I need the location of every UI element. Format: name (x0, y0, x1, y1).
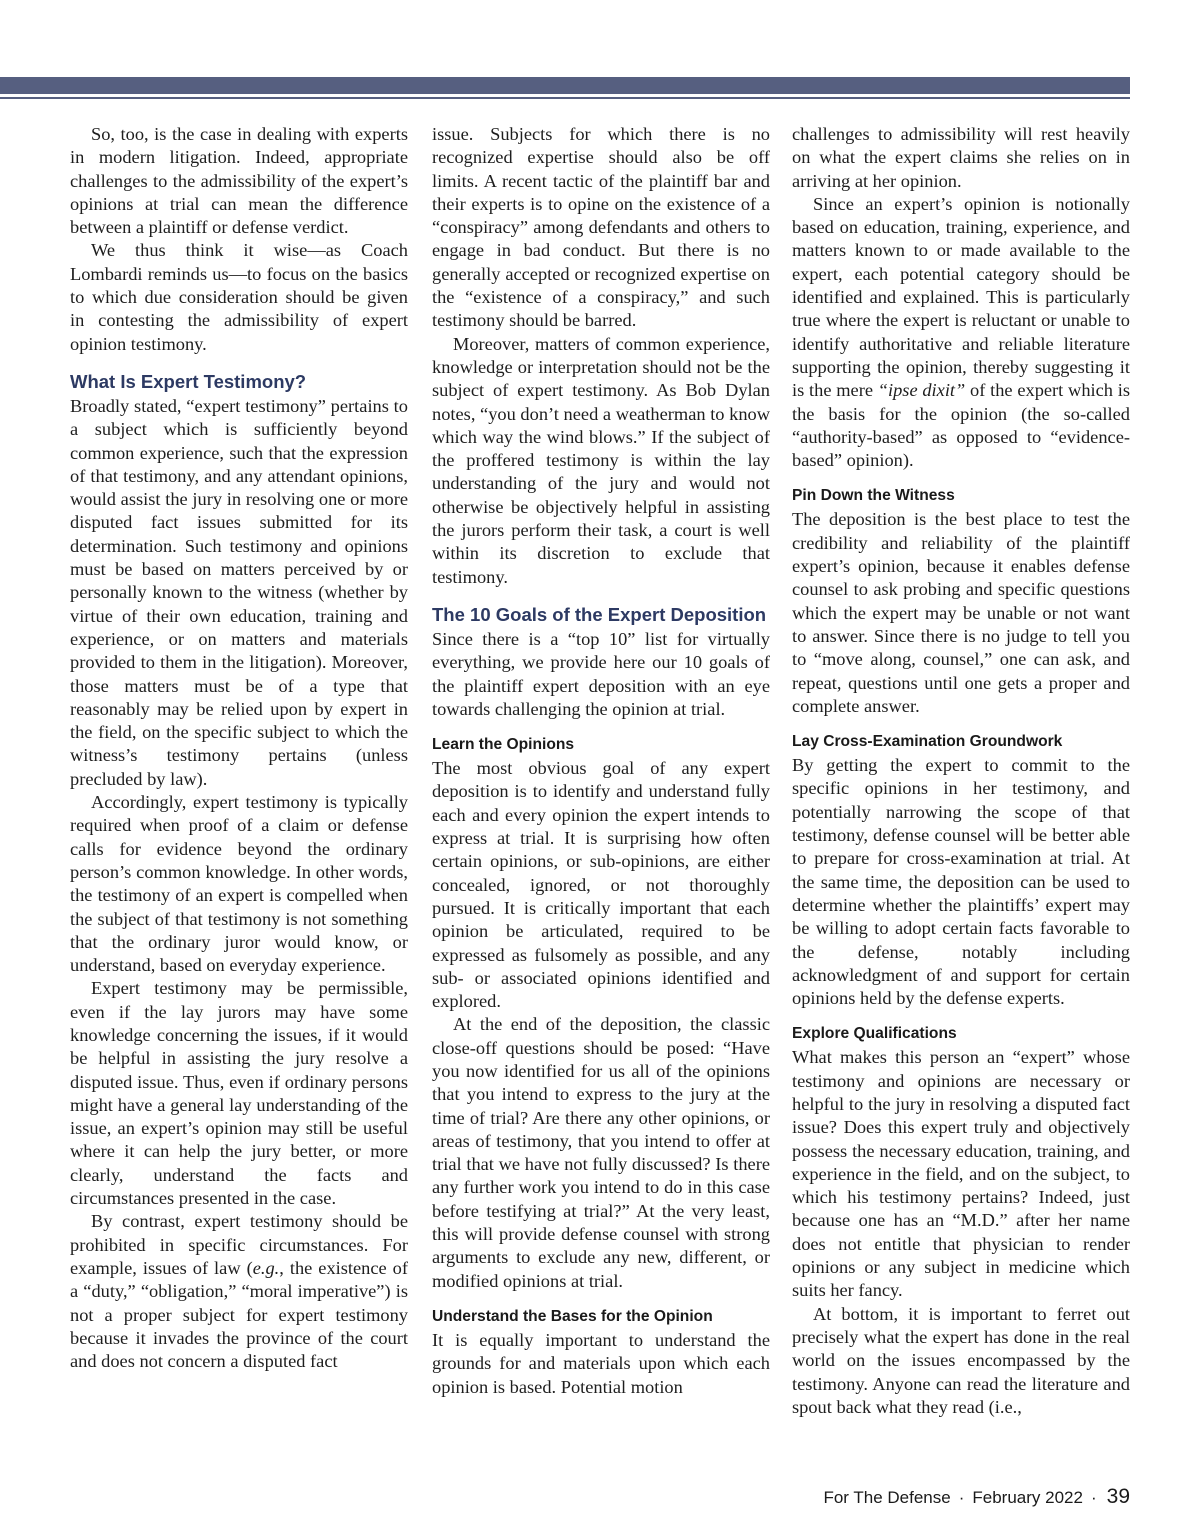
paragraph: It is equally important to understand the grounds for and materials upon which each opinion is based. Potential motion (432, 1329, 770, 1397)
paragraph (792, 193, 1130, 473)
subsection-heading: Explore Qualifications (792, 1025, 957, 1043)
column-2 (432, 123, 770, 1399)
paragraph: We thus think it wise—as Coach Lombardi reminds us—to focus on the basics to which due consideration should be given in contesting the admissibility of expert opinion testimony. (70, 240, 408, 354)
emphasis: “ipse dixit” (877, 380, 966, 401)
subsection-heading: Pin Down the Witness (792, 487, 955, 505)
column-3 (792, 123, 1130, 1419)
footer-separator: · (1090, 1488, 1097, 1507)
paragraph: What makes this person an “expert” whose testimony and opinions are necessary or helpful to the jury in resolving a disputed fact issue? Does this expert truly and objectively possess the necessary education, training, and experience in the field, and on the subject, to which his testimony pertains? Indeed, just because one has an “M.D.” after her name does not entitle that physician to render opinions or any subject in medicine which suits her fancy. (792, 1047, 1130, 1301)
paragraph: By getting the expert to commit to the specific opinions in her testimony, and potentially narrowing the scope of that testimony, defense counsel will be better able to prepare for cross-examination at trial. At the same time, the deposition can be used to determine whether the plaintiffs’ expert may be willing to adopt certain facts favorable to the defense, notably including acknowledgment of and support for certain opinions held by the defense experts. (792, 755, 1130, 1009)
text-run: of the expert which is the basis for the opinion (the so-called “authority-based” as opposed to “evidence-based” opinion). (792, 380, 1130, 471)
paragraph: Since there is a “top 10” list for virtually everything, we provide here our 10 goals of the plaintiff expert deposition with an eye towards challenging the opinion at trial. (432, 628, 770, 719)
header-band (0, 77, 1130, 94)
paragraph: challenges to admissibility will rest heavily on what the expert claims she relies on in arriving at her opinion. (792, 124, 1130, 191)
subsection-heading: Learn the Opinions (432, 736, 575, 754)
column-1 (70, 123, 408, 1373)
issue-date: February 2022 (972, 1488, 1083, 1507)
paragraph: Accordingly, expert testimony is typically required when proof of a claim or defense calls for evidence beyond the ordinary person’s common knowledge. In other words, the testimony of an expert is compelled when the subject of that testimony is not something that the ordinary juror would know, or understand, based on everyday experience. (70, 792, 408, 976)
header-rule (0, 97, 1130, 99)
paragraph: Expert testimony may be permissible, even if the lay jurors may have some knowledge concerning the issues, if it would be helpful in assisting the jury resolve a disputed issue. Thus, even if ordinary persons might have a general lay understanding of the issue, an expert’s opinion may still be useful where it can help the jury better, or more clearly, understand the facts and circumstances presented in the case. (70, 978, 408, 1209)
section-heading: What Is Expert Testimony? (70, 370, 307, 392)
page-footer (823, 1485, 1130, 1509)
page-number: 39 (1106, 1485, 1130, 1508)
publication-name: For The Defense (823, 1488, 951, 1507)
emphasis: e.g. (252, 1257, 280, 1278)
paragraph: So, too, is the case in dealing with experts in modern litigation. Indeed, appropriate challenges to the admissibility of the expert’s opinions at trial can mean the difference between a plaintiff or defense verdict. (70, 124, 408, 238)
paragraph: Broadly stated, “expert testimony” pertains to a subject which is sufficiently beyond common experience, such that the expression of that testimony, and any attendant opinions, would assist the jury in resolving one or more disputed fact issues submitted for its determination. Such testimony and opinions must be based on matters perceived by or personally known to the witness (whether by virtue of their own education, training and experience, or on matters and materials provided to them in the litigation). Moreover, those matters must be of a type that reasonably may be relied upon by expert in the field, on the specific subject to which the witness’s testimony pertains (unless precluded by law). (70, 395, 408, 789)
paragraph: The deposition is the best place to test the credibility and reliability of the plaintiff expert’s opinion, because it enables defense counsel to ask probing and specific questions which the expert may be unable or not want to answer. Since there is no judge to tell you to “move along, counsel,” one can ask, and repeat, questions until one gets a proper and complete answer. (792, 509, 1130, 716)
paragraph: issue. Subjects for which there is no recognized expertise should also be off limits. A recent tactic of the plaintiff bar and their experts is to opine on the existence of a “conspiracy” among defendants and others to engage in bad conduct. But there is no generally accepted or recognized expertise on the “existence of a conspiracy,” and such testimony should be barred. (432, 124, 770, 331)
text-run: By contrast, expert testimony should be prohibited in specific circumstances. For example, issues of law ( (70, 1211, 408, 1278)
paragraph: At bottom, it is important to ferret out precisely what the expert has done in the real world on the issues encompassed by the testimony. Anyone can read the literature and spout back what they read (i.e., (792, 1303, 1130, 1417)
paragraph: Moreover, matters of common experience, knowledge or interpretation should not be the subject of expert testimony. As Bob Dylan notes, “you don’t need a weatherman to know which way the wind blows.” If the subject of the proffered testimony is within the lay understanding of the jury and would not otherwise be objectively helpful in assisting the jurors perform their task, a court is well within its discretion to exclude that testimony. (432, 333, 770, 587)
subsection-heading: Lay Cross-Examination Groundwork (792, 733, 1063, 751)
paragraph: The most obvious goal of any expert deposition is to identify and understand fully each and every opinion the expert intends to express at trial. It is surprising how often certain opinions, or sub-opinions, are either concealed, ignored, or not thoroughly pursued. It is critically important that each opinion be articulated, required to be expressed as fulsomely as possible, and any sub- or associated opinions identified and explored. (432, 758, 770, 1012)
subsection-heading: Understand the Bases for the Opinion (432, 1307, 713, 1325)
text-run: Since an expert’s opinion is notionally based on education, training, experience, and matters known to or made available to the expert, each potential category should be identified and explained. This is particularly true where the expert is reluctant or unable to identify authoritative and reliable literature supporting the opinion, thereby suggesting it is the mere (792, 193, 1130, 401)
footer-separator: · (958, 1488, 965, 1507)
paragraph: At the end of the deposition, the classic close-off questions should be posed: “Have you now identified for us all of the opinions that you intend to express to the jury at the time of trial? Are there any other opinions, or areas of testimony, that you intend to offer at trial that we have not fully discussed? Is there any further work you intend to do in this case before testifying at trial?” At the very least, this will provide defense counsel with strong arguments to exclude any new, different, or modified opinions at trial. (432, 1014, 770, 1291)
text-run: , the existence of a “duty,” “obligation,” “moral imperative”) is not a proper subject for expert testimony because it invades the province of the court and does not concern a disputed fact (70, 1257, 408, 1372)
section-heading: The 10 Goals of the Expert Deposition (432, 603, 767, 625)
paragraph (70, 1210, 408, 1373)
